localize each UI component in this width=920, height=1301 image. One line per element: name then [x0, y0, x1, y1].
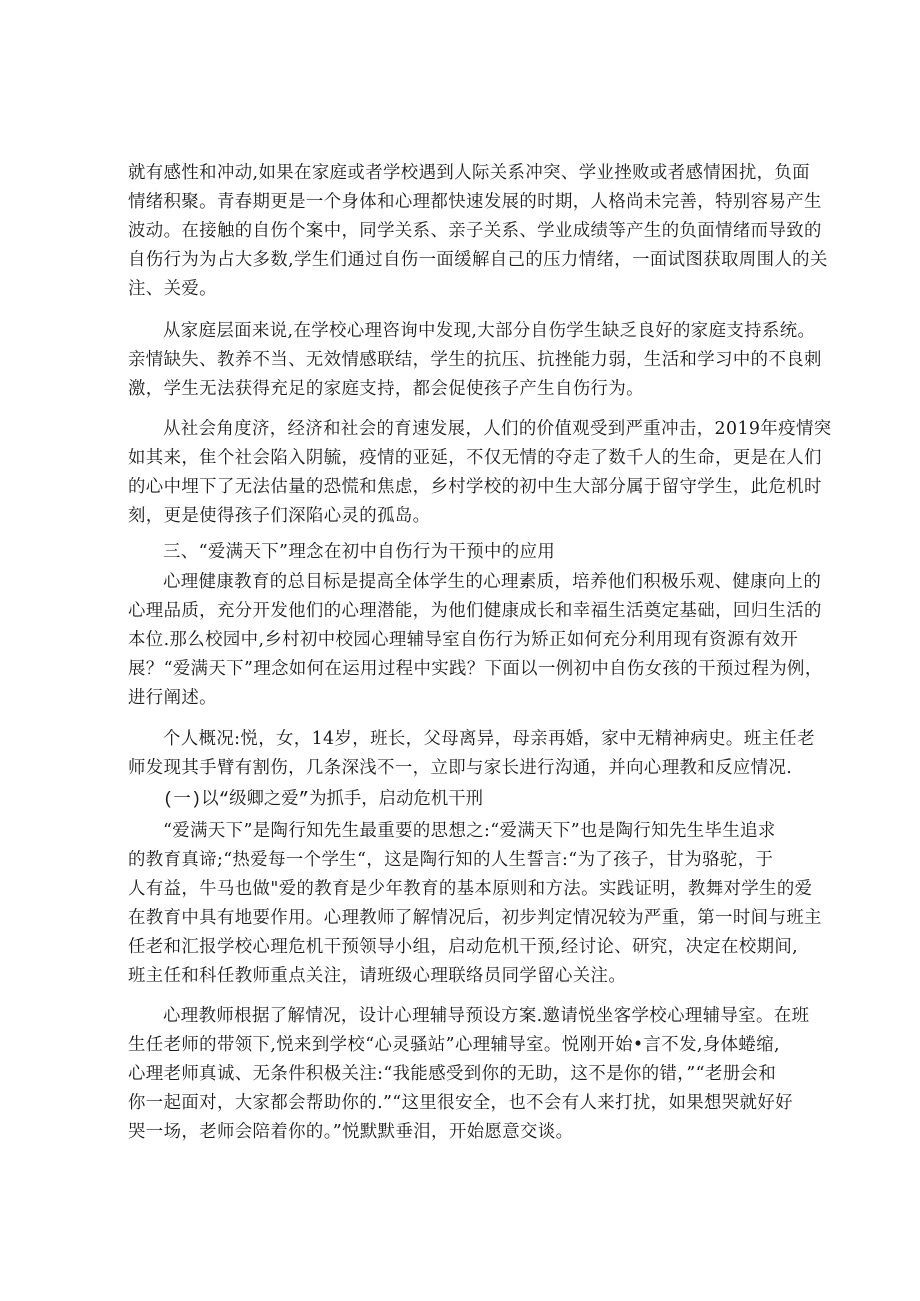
text-line: 进行阐述。 — [128, 688, 217, 708]
paragraph-5 — [128, 725, 815, 783]
text-line: 在教育中具有地要作用。心理教师了解情况后，初步判定情况较为严重，第一时间与班主 — [128, 908, 822, 928]
text-line: 就有感性和冲动,如果在家庭或者学校遇到人际关系冲突、学业挫败或者感情困扰，负面 — [128, 163, 810, 183]
text-line: 心理老师真诚、无条件积极关注:“我能感受到你的无助，这不是你的错，”“老册会和 — [128, 1064, 777, 1084]
text-line: 哭一场，老师会陪着你的。”悦默默垂泪，开始愿意交谈。 — [128, 1122, 574, 1142]
subsection-heading — [128, 786, 800, 815]
text-line: 个人概况:悦，女，14岁，班长，父母离异，母亲再婚，家中无精神病史。班主任老 — [163, 729, 815, 749]
text-line: 你一起面对，大家都会帮助你的.”“这里很安全，也不会有人来打扰，如果想哭就好好 — [128, 1093, 793, 1113]
paragraph-1 — [128, 159, 828, 304]
text-line: 人有益，牛马也做"爱的教育是少年教育的基本原则和方法。实践证明，教舞对学生的爱 — [128, 879, 813, 899]
text-line: 刻，更是使得孩子们深陷心灵的孤岛。 — [128, 506, 431, 526]
subsection-title: (一)以“级卿之爱”为抓手，启动危机干刑 — [163, 791, 483, 810]
text-line: 的心中埋下了无法估量的恐慌和焦虑，乡村学校的初中生大部分属于留守学生，此危机时 — [128, 477, 822, 497]
text-line: “爱满天下”是陶行知先生最重要的思想之:“爱满天下”也是陶行知先生毕生追求 — [163, 821, 776, 841]
text-line: 从家庭层面来说,在学校心理咨询中发现,大部分自伤学生缺乏良好的家庭支持系统。 — [163, 321, 816, 341]
section-title: 三、“爱满天下”理念在初中自伤行为干预中的应用 — [163, 542, 556, 562]
paragraph-7 — [128, 1002, 810, 1147]
text-line: 从社会角度济，经济和社会的育速发展，人们的价值观受到严重冲击，2019年疫情突 — [163, 419, 832, 439]
text-line: 亲情缺失、教养不当、无效情感联结，学生的抗压、抗挫能力弱，生活和学习中的不良刺 — [128, 350, 822, 370]
text-line: 心理品质，充分开发他们的心理潜能，为他们健康成长和幸福生活奠定基础，回归生活的 — [128, 601, 822, 621]
text-line: 激，学生无法获得充足的家庭支持，都会促使孩子产生自伤行为。 — [128, 379, 644, 399]
text-line: 心理健康教育的总目标是提高全体学生的心理素质，培养他们积极乐观、健康向上的 — [163, 572, 822, 592]
text-line: 展？“爱满天下”理念如何在运用过程中实践？下面以一例初中自伤女孩的干预过程为例， — [128, 659, 823, 679]
paragraph-6 — [128, 817, 822, 991]
text-line: 本位.那么校园中,乡村初中校园心理辅导室自伤行为矫正如何充分利用现有资源有效开 — [128, 630, 799, 650]
section-heading — [128, 538, 800, 567]
text-line: 自伤行为为占大多数,学生们通过自伤一面缓解自己的压力情绪，一面试图获取周围人的关 — [128, 250, 828, 270]
text-line: 如其来，隹个社会陷入阴毓，疫情的亚延，不仅无情的夺走了数千人的生命，更是在人们 — [128, 448, 822, 468]
text-line: 班主任和科任教师重点关注，请班级心理联络员同学留心关注。 — [128, 966, 627, 986]
text-line: 任老和汇报学校心理危机干预领导小组，启动危机干预,经讨论、研究，决定在校期间, — [128, 937, 799, 957]
text-line: 波动。在接触的自伤个案中，同学关系、亲子关系、学业成绩等产生的负面情绪而导致的 — [128, 221, 822, 241]
paragraph-2 — [128, 317, 822, 404]
text-line: 情绪积聚。青春期更是一个身体和心理都快速发展的时期，人格尚未完善，特别容易产生 — [128, 192, 822, 212]
paragraph-4 — [128, 568, 823, 713]
text-line: 生任老师的带领下,悦来到学校“心灵骚站”心理辅导室。悦刚开始•言不发,身体蜷缩, — [128, 1035, 780, 1055]
text-line: 注、关爱。 — [128, 279, 217, 299]
paragraph-3 — [128, 415, 832, 531]
text-line: 心理教师根据了解情况，设计心理辅导预设方案.邀请悦坐客学校心理辅导室。在班 — [163, 1006, 810, 1026]
text-line: 师发现其手臂有割伤，几条深浅不一，立即与家长进行沟通，并向心理教和反应情况. — [128, 758, 793, 778]
text-line: 的教育真谛;“热爱每一个学生“，这是陶行知的人生誓言:“为了孩子，甘为骆驼，于 — [128, 850, 774, 870]
